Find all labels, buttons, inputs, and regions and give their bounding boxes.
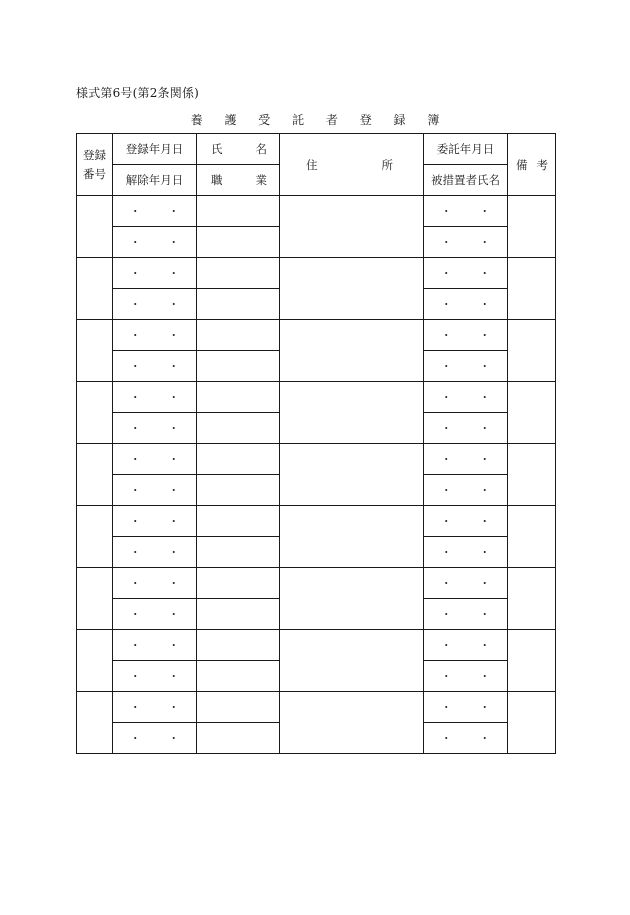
job-cell[interactable] xyxy=(197,599,280,630)
job-cell[interactable] xyxy=(197,413,280,444)
name-header-char1: 氏 xyxy=(211,142,223,156)
job-header-char1: 職 xyxy=(211,173,223,187)
cancel-date-cell[interactable] xyxy=(113,537,197,568)
record-row-top xyxy=(77,630,556,661)
address-cell[interactable] xyxy=(280,382,424,444)
address-header-char2: 所 xyxy=(381,157,393,172)
reg-date-cell[interactable] xyxy=(113,692,197,723)
date-dots: ・ ・ xyxy=(440,267,503,280)
date-dots: ・ ・ xyxy=(129,267,192,280)
reg-no-cell[interactable] xyxy=(77,382,113,444)
remarks-header-char2: 考 xyxy=(536,157,548,172)
remarks-cell[interactable] xyxy=(508,382,556,444)
remarks-header-char1: 備 xyxy=(516,157,528,172)
date-dots: ・ ・ xyxy=(129,670,192,683)
cancel-date-cell[interactable] xyxy=(113,227,197,258)
form-number-label: 様式第6号(第2条関係) xyxy=(76,86,200,100)
cancel-date-cell[interactable] xyxy=(113,661,197,692)
date-dots: ・ ・ xyxy=(440,298,503,311)
cancel-date-cell[interactable] xyxy=(113,723,197,754)
job-cell[interactable] xyxy=(197,289,280,320)
cancel-date-cell[interactable] xyxy=(113,475,197,506)
date-dots: ・ ・ xyxy=(129,639,192,652)
date-dots: ・ ・ xyxy=(129,329,192,342)
record-row-top xyxy=(77,382,556,413)
register-table xyxy=(76,133,556,754)
job-header-char2: 業 xyxy=(255,173,267,187)
date-dots: ・ ・ xyxy=(440,546,503,559)
date-dots: ・ ・ xyxy=(440,701,503,714)
date-dots: ・ ・ xyxy=(440,670,503,683)
entrust-date-cell[interactable] xyxy=(424,258,508,289)
protected-date-cell[interactable] xyxy=(424,599,508,630)
remarks-cell[interactable] xyxy=(508,568,556,630)
address-cell[interactable] xyxy=(280,692,424,754)
date-dots: ・ ・ xyxy=(440,484,503,497)
name-cell[interactable] xyxy=(197,630,280,661)
record-row-top xyxy=(77,506,556,537)
remarks-cell[interactable] xyxy=(508,320,556,382)
entrust-date-cell[interactable] xyxy=(424,196,508,227)
remarks-cell[interactable] xyxy=(508,444,556,506)
reg-date-cell[interactable] xyxy=(113,382,197,413)
date-dots: ・ ・ xyxy=(129,236,192,249)
reg-no-header-line1: 登録 xyxy=(83,147,106,162)
date-dots: ・ ・ xyxy=(440,236,503,249)
record-row-top xyxy=(77,258,556,289)
date-dots: ・ ・ xyxy=(440,453,503,466)
remarks-cell[interactable] xyxy=(508,692,556,754)
date-dots: ・ ・ xyxy=(129,484,192,497)
entrust-date-cell[interactable] xyxy=(424,320,508,351)
date-dots: ・ ・ xyxy=(129,546,192,559)
reg-date-header: 登録年月日 xyxy=(113,134,197,165)
date-dots: ・ ・ xyxy=(440,639,503,652)
reg-no-cell[interactable] xyxy=(77,630,113,692)
form-title: 養 護 受 託 者 登 録 簿 xyxy=(190,113,449,127)
entrust-date-cell[interactable] xyxy=(424,444,508,475)
protected-name-header: 被措置者氏名 xyxy=(424,165,508,196)
address-cell[interactable] xyxy=(280,196,424,258)
job-cell[interactable] xyxy=(197,661,280,692)
date-dots: ・ ・ xyxy=(440,205,503,218)
address-header xyxy=(280,134,424,196)
protected-date-cell[interactable] xyxy=(424,475,508,506)
protected-date-cell[interactable] xyxy=(424,413,508,444)
record-row-top xyxy=(77,444,556,475)
remarks-cell[interactable] xyxy=(508,506,556,568)
date-dots: ・ ・ xyxy=(129,608,192,621)
remarks-cell[interactable] xyxy=(508,196,556,258)
date-dots: ・ ・ xyxy=(440,360,503,373)
date-dots: ・ ・ xyxy=(129,515,192,528)
date-dots: ・ ・ xyxy=(129,391,192,404)
date-dots: ・ ・ xyxy=(440,608,503,621)
remarks-cell[interactable] xyxy=(508,258,556,320)
entrust-date-header: 委託年月日 xyxy=(424,134,508,165)
name-header xyxy=(197,134,280,165)
entrust-date-cell[interactable] xyxy=(424,568,508,599)
job-cell[interactable] xyxy=(197,227,280,258)
date-dots: ・ ・ xyxy=(129,298,192,311)
name-cell[interactable] xyxy=(197,506,280,537)
reg-no-cell[interactable] xyxy=(77,320,113,382)
protected-date-cell[interactable] xyxy=(424,661,508,692)
protected-date-cell[interactable] xyxy=(424,537,508,568)
date-dots: ・ ・ xyxy=(129,577,192,590)
protected-date-cell[interactable] xyxy=(424,227,508,258)
name-cell[interactable] xyxy=(197,444,280,475)
reg-no-cell[interactable] xyxy=(77,568,113,630)
record-row-top xyxy=(77,320,556,351)
job-header xyxy=(197,165,280,196)
reg-date-cell[interactable] xyxy=(113,320,197,351)
reg-date-cell[interactable] xyxy=(113,568,197,599)
cancel-date-header: 解除年月日 xyxy=(113,165,197,196)
job-cell[interactable] xyxy=(197,351,280,382)
reg-no-header-line2: 番号 xyxy=(83,166,106,181)
record-row-top xyxy=(77,196,556,227)
address-cell[interactable] xyxy=(280,258,424,320)
reg-date-cell[interactable] xyxy=(113,196,197,227)
protected-date-cell[interactable] xyxy=(424,723,508,754)
name-cell[interactable] xyxy=(197,258,280,289)
address-cell[interactable] xyxy=(280,568,424,630)
date-dots: ・ ・ xyxy=(440,577,503,590)
date-dots: ・ ・ xyxy=(440,732,503,745)
address-cell[interactable] xyxy=(280,506,424,568)
name-cell[interactable] xyxy=(197,320,280,351)
date-dots: ・ ・ xyxy=(440,422,503,435)
remarks-header xyxy=(508,134,556,196)
reg-no-header xyxy=(77,134,113,196)
job-cell[interactable] xyxy=(197,475,280,506)
address-cell[interactable] xyxy=(280,630,424,692)
protected-date-cell[interactable] xyxy=(424,289,508,320)
cancel-date-cell[interactable] xyxy=(113,413,197,444)
header-row-1 xyxy=(77,134,556,165)
entrust-date-cell[interactable] xyxy=(424,382,508,413)
record-row-top xyxy=(77,568,556,599)
date-dots: ・ ・ xyxy=(440,391,503,404)
cancel-date-cell[interactable] xyxy=(113,599,197,630)
date-dots: ・ ・ xyxy=(129,732,192,745)
date-dots: ・ ・ xyxy=(440,329,503,342)
reg-no-cell[interactable] xyxy=(77,506,113,568)
entrust-date-cell[interactable] xyxy=(424,630,508,661)
name-cell[interactable] xyxy=(197,196,280,227)
address-cell[interactable] xyxy=(280,444,424,506)
job-cell[interactable] xyxy=(197,723,280,754)
reg-date-cell[interactable] xyxy=(113,506,197,537)
reg-no-cell[interactable] xyxy=(77,258,113,320)
name-cell[interactable] xyxy=(197,692,280,723)
reg-no-cell[interactable] xyxy=(77,692,113,754)
remarks-cell[interactable] xyxy=(508,630,556,692)
address-cell[interactable] xyxy=(280,320,424,382)
cancel-date-cell[interactable] xyxy=(113,289,197,320)
entrust-date-cell[interactable] xyxy=(424,506,508,537)
protected-date-cell[interactable] xyxy=(424,351,508,382)
reg-date-cell[interactable] xyxy=(113,444,197,475)
date-dots: ・ ・ xyxy=(440,515,503,528)
reg-date-cell[interactable] xyxy=(113,630,197,661)
name-cell[interactable] xyxy=(197,568,280,599)
reg-date-cell[interactable] xyxy=(113,258,197,289)
date-dots: ・ ・ xyxy=(129,701,192,714)
date-dots: ・ ・ xyxy=(129,422,192,435)
date-dots: ・ ・ xyxy=(129,360,192,373)
name-cell[interactable] xyxy=(197,382,280,413)
address-header-char1: 住 xyxy=(306,157,318,172)
date-dots: ・ ・ xyxy=(129,453,192,466)
reg-no-cell[interactable] xyxy=(77,444,113,506)
date-dots: ・ ・ xyxy=(129,205,192,218)
cancel-date-cell[interactable] xyxy=(113,351,197,382)
record-row-top xyxy=(77,692,556,723)
name-header-char2: 名 xyxy=(255,142,267,156)
entrust-date-cell[interactable] xyxy=(424,692,508,723)
reg-no-cell[interactable] xyxy=(77,196,113,258)
job-cell[interactable] xyxy=(197,537,280,568)
